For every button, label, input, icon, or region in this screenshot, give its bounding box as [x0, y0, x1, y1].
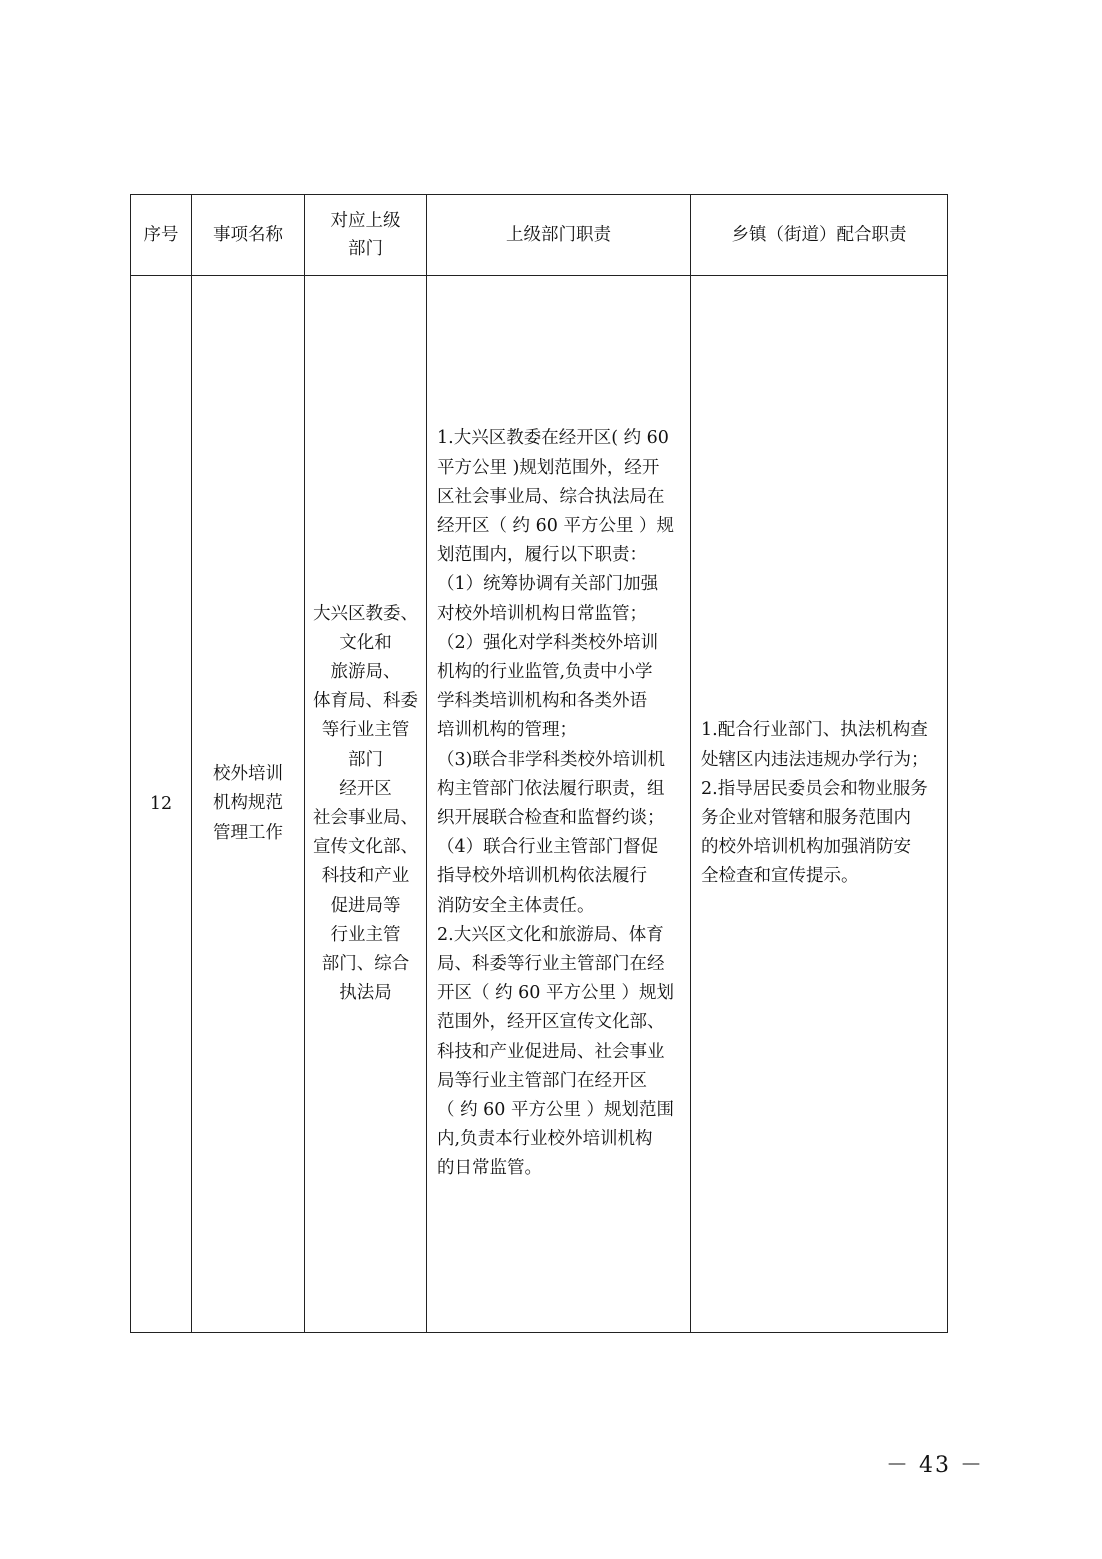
text-line: 对校外培训机构日常监管； [437, 603, 647, 624]
text-line: 科技和产业促进局、社会事业 [437, 1041, 665, 1062]
text-line: 内,负责本行业校外培训机构 [437, 1129, 653, 1150]
text-line: 等行业主管 [321, 720, 410, 741]
text-line: 行业主管 [330, 924, 401, 945]
text-line: 范围外，经开区宣传文化部、 [437, 1012, 665, 1033]
text-line: 科技和产业 [321, 866, 410, 887]
text-line: 旅游局、 [330, 661, 401, 682]
text-line: 务企业对管辖和服务范围内 [701, 808, 911, 828]
text-line: 处辖区内违法违规办学行为； [701, 749, 929, 770]
row-coop [691, 276, 948, 1333]
text-line: 执法局 [339, 983, 392, 1004]
table-row [131, 276, 948, 1333]
text-line: 1.大兴区教委在经开区( 约 60 [437, 428, 669, 449]
text-line: 局、科委等行业主管部门在经 [437, 954, 665, 975]
text-line: 大兴区教委、 [313, 603, 418, 624]
text-line: 机构的行业监管,负责中小学 [437, 661, 653, 682]
text-line: 开区（ 约 60 平方公里 ）规划 [437, 983, 675, 1004]
text-line: 体育局、科委 [313, 691, 418, 712]
text-line: 区社会事业局、综合执法局在 [437, 486, 665, 507]
text-line: 织开展联合检查和监督约谈； [437, 808, 665, 828]
text-line: 促进局等 [330, 895, 401, 916]
header-number: 序号 [131, 195, 192, 276]
text-line: 培训机构的管理； [437, 720, 577, 741]
text-line: （3)联合非学科类校外培训机 [437, 749, 665, 770]
text-line: 指导校外培训机构依法履行 [437, 866, 647, 887]
header-coop: 乡镇（街道）配合职责 [691, 195, 948, 276]
text-line: 机构规范 [213, 793, 283, 814]
text-line: （1）统筹协调有关部门加强 [437, 574, 659, 595]
text-line: 局等行业主管部门在经开区 [437, 1070, 647, 1091]
text-line: 学科类培训机构和各类外语 [437, 691, 647, 712]
row-dept [305, 276, 427, 1333]
text-line: 部门 [348, 749, 383, 770]
responsibility-table [130, 194, 948, 1333]
row-duty [427, 276, 691, 1333]
row-item-name [192, 276, 305, 1333]
text-line: 社会事业局、 [313, 808, 418, 828]
row-number: 12 [131, 276, 192, 1333]
text-line: 部门、综合 [321, 954, 410, 975]
header-item-name: 事项名称 [192, 195, 305, 276]
text-line: （4）联合行业主管部门督促 [437, 837, 659, 858]
header-row [131, 195, 948, 276]
text-line: 的日常监管。 [437, 1158, 542, 1179]
header-dept [305, 195, 427, 276]
text-line: 平方公里 )规划范围外，经开 [437, 457, 660, 478]
text-line: 文化和 [339, 632, 392, 653]
text-line: 校外培训 [213, 764, 283, 785]
page-number: － 43 － [886, 1453, 984, 1478]
text-line: （2）强化对学科类校外培训 [437, 632, 659, 653]
text-line: 划范围内，履行以下职责： [437, 545, 647, 566]
text-line: 的校外培训机构加强消防安 [701, 837, 911, 858]
text-line: 构主管部门依法履行职责，组 [437, 778, 665, 799]
text-line: 1.配合行业部门、执法机构查 [701, 720, 928, 741]
text-line: 2.指导居民委员会和物业服务 [701, 778, 928, 799]
text-line: 经开区 [339, 778, 392, 799]
text-line: 消防安全主体责任。 [437, 895, 595, 916]
text-line: （ 约 60 平方公里 ）规划范围 [437, 1100, 675, 1121]
text-line: 宣传文化部、 [313, 837, 418, 858]
text-line: 2.大兴区文化和旅游局、体育 [437, 924, 664, 945]
header-dept-line: 部门 [348, 239, 383, 259]
header-dept-line: 对应上级 [330, 211, 401, 231]
header-duty: 上级部门职责 [427, 195, 691, 276]
text-line: 经开区（ 约 60 平方公里 ）规 [437, 515, 675, 536]
text-line: 管理工作 [213, 822, 283, 843]
text-line: 全检查和宣传提示。 [701, 866, 859, 887]
